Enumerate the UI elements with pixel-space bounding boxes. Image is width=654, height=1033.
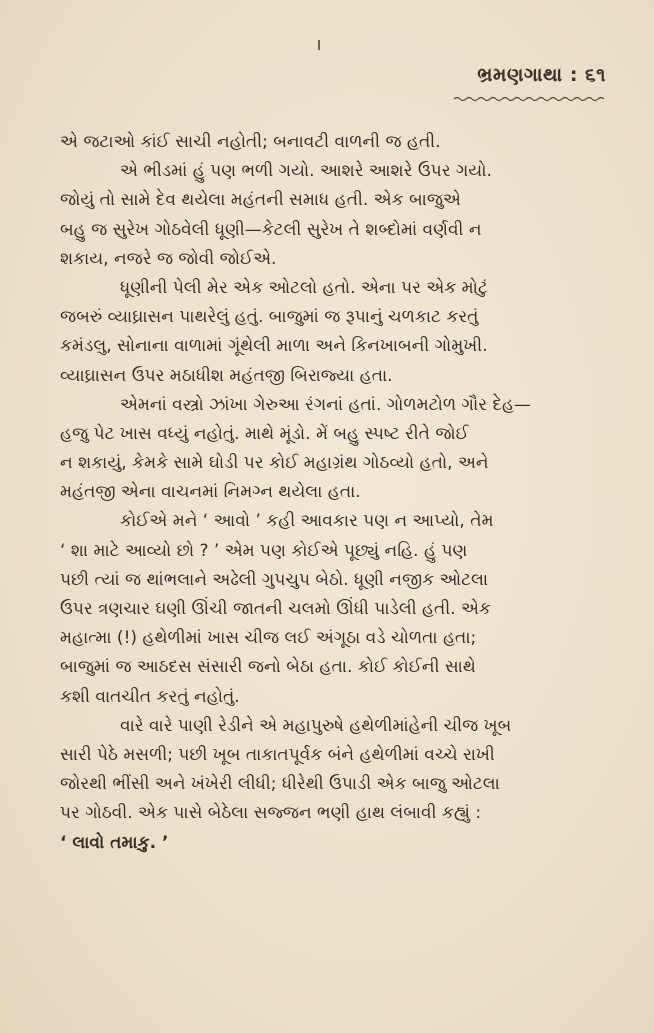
text-line: કશી વાતચીત કરતું નહોતું.: [60, 686, 240, 707]
text-line: ‘ શા માટે આવ્યો છો ? ’ એમ પણ કોઈએ પૂછ્યું નહિ. હું પણ: [60, 540, 468, 561]
text-line: વ્યાઘ્રાસન ઉપર મઠાધીશ મહંતજી બિરાજ્યા હતા.: [60, 365, 393, 386]
top-mark: [318, 40, 320, 50]
text-line: જોયું તો સામે દેવ થયેલા મહંતની સમાધ હતી. એક બાજુએ: [60, 190, 461, 211]
text-line: પર ગોઠવી. એક પાસે બેઠેલા સજ્જન ભણી હાથ લંબાવી કહ્યું :: [60, 803, 482, 824]
paragraph: [60, 712, 601, 858]
paragraph: [60, 507, 601, 711]
text-line: ‘ લાવો તમાકુ. ’: [60, 832, 169, 853]
text-line: એમનાં વસ્ત્રો ઝાંખા ગેરુઆ રંગનાં હતાં. ગોળમટોળ ગૌર દેહ—: [120, 394, 532, 415]
paragraph: [60, 391, 601, 508]
body-text: [60, 128, 601, 858]
text-line: બહુ જ સુરેખ ગોઠવેલી ધૂણી—કેટલી સુરેખ તે શબ્દોમાં વર્ણવી ન: [60, 219, 482, 240]
text-line: મહાત્મા (!) હથેળીમાં ખાસ ચીજ લઈ અંગૂઠા વડે ચોળતા હતા;: [60, 628, 477, 649]
text-line: ન શકાયું, કેમકે સામે ઘોડી પર કોઈ મહાગ્રંથ ગોઠવ્યો હતો, અને: [60, 453, 489, 474]
text-line: વારે વારે પાણી રેડીને એ મહાપુરુષે હથેળીમાંહેની ચીજ ખૂબ: [120, 715, 512, 736]
text-line: મહંતજી એના વાચનમાં નિમગ્ન થયેલા હતા.: [60, 482, 361, 503]
text-line: ધૂણીની પેલી મેર એક ઓટલો હતો. એના પર એક મોટું: [120, 277, 488, 298]
text-line: જોરથી ભીંસી અને ખંખેરી લીધી; ધીરેથી ઉપાડી એક બાજુ ઓટલા: [60, 774, 500, 795]
paragraph: [60, 157, 601, 274]
paragraph: [60, 274, 601, 391]
text-line: કમંડલુ, સોનાના વાળામાં ગૂંથેલી માળા અને કિનખાબની ગોમુખી.: [60, 336, 488, 357]
text-line: સારી પેઠે મસળી; પછી ખૂબ તાકાતપૂર્વક બંને હથેળીમાં વચ્ચે રાખી: [60, 744, 495, 765]
text-line: એ જટાઓ કાંઈ સાચી નહોતી; બનાવટી વાળની જ હતી.: [60, 132, 441, 152]
text-line: ઉપર ત્રણચાર ઘણી ઊંચી જાતની ચલમો ઊંધી પાડેલી હતી. એક: [60, 599, 491, 619]
text-line: કોઈએ મને ‘ આવો ’ કહી આવકાર પણ ન આપ્યો, તેમ: [120, 511, 494, 532]
text-line: હજુ પેટ ખાસ વધ્યું નહોતું. માથે મૂંડો. મેં બહુ સ્પષ્ટ રીતે જોઈ: [60, 423, 469, 444]
text-line: જબરું વ્યાઘ્રાસન પાથરેલું હતું. બાજુમાં જ રૂપાનું ચળકાટ કરતું: [60, 307, 479, 328]
running-head: ભ્રમણગાથા : ૬૧: [477, 64, 606, 86]
text-line: બાજુમાં જ આઠદસ સંસારી જનો બેઠા હતા. કોઈ કોઈની સાથે: [60, 657, 476, 678]
text-line: શકાય, નજરે જ જોવી જોઈએ.: [60, 248, 277, 269]
paragraph: [60, 128, 601, 157]
text-line: એ ભીડમાં હું પણ ભળી ગયો. આશરે આશરે ઉપર ગયો.: [120, 161, 492, 182]
text-line: પછી ત્યાં જ થાંભલાને અઢેલી ગુપચુપ બેઠો. ધૂણી નજીક ઓટલા: [60, 569, 489, 590]
running-head-underline: [454, 96, 604, 102]
